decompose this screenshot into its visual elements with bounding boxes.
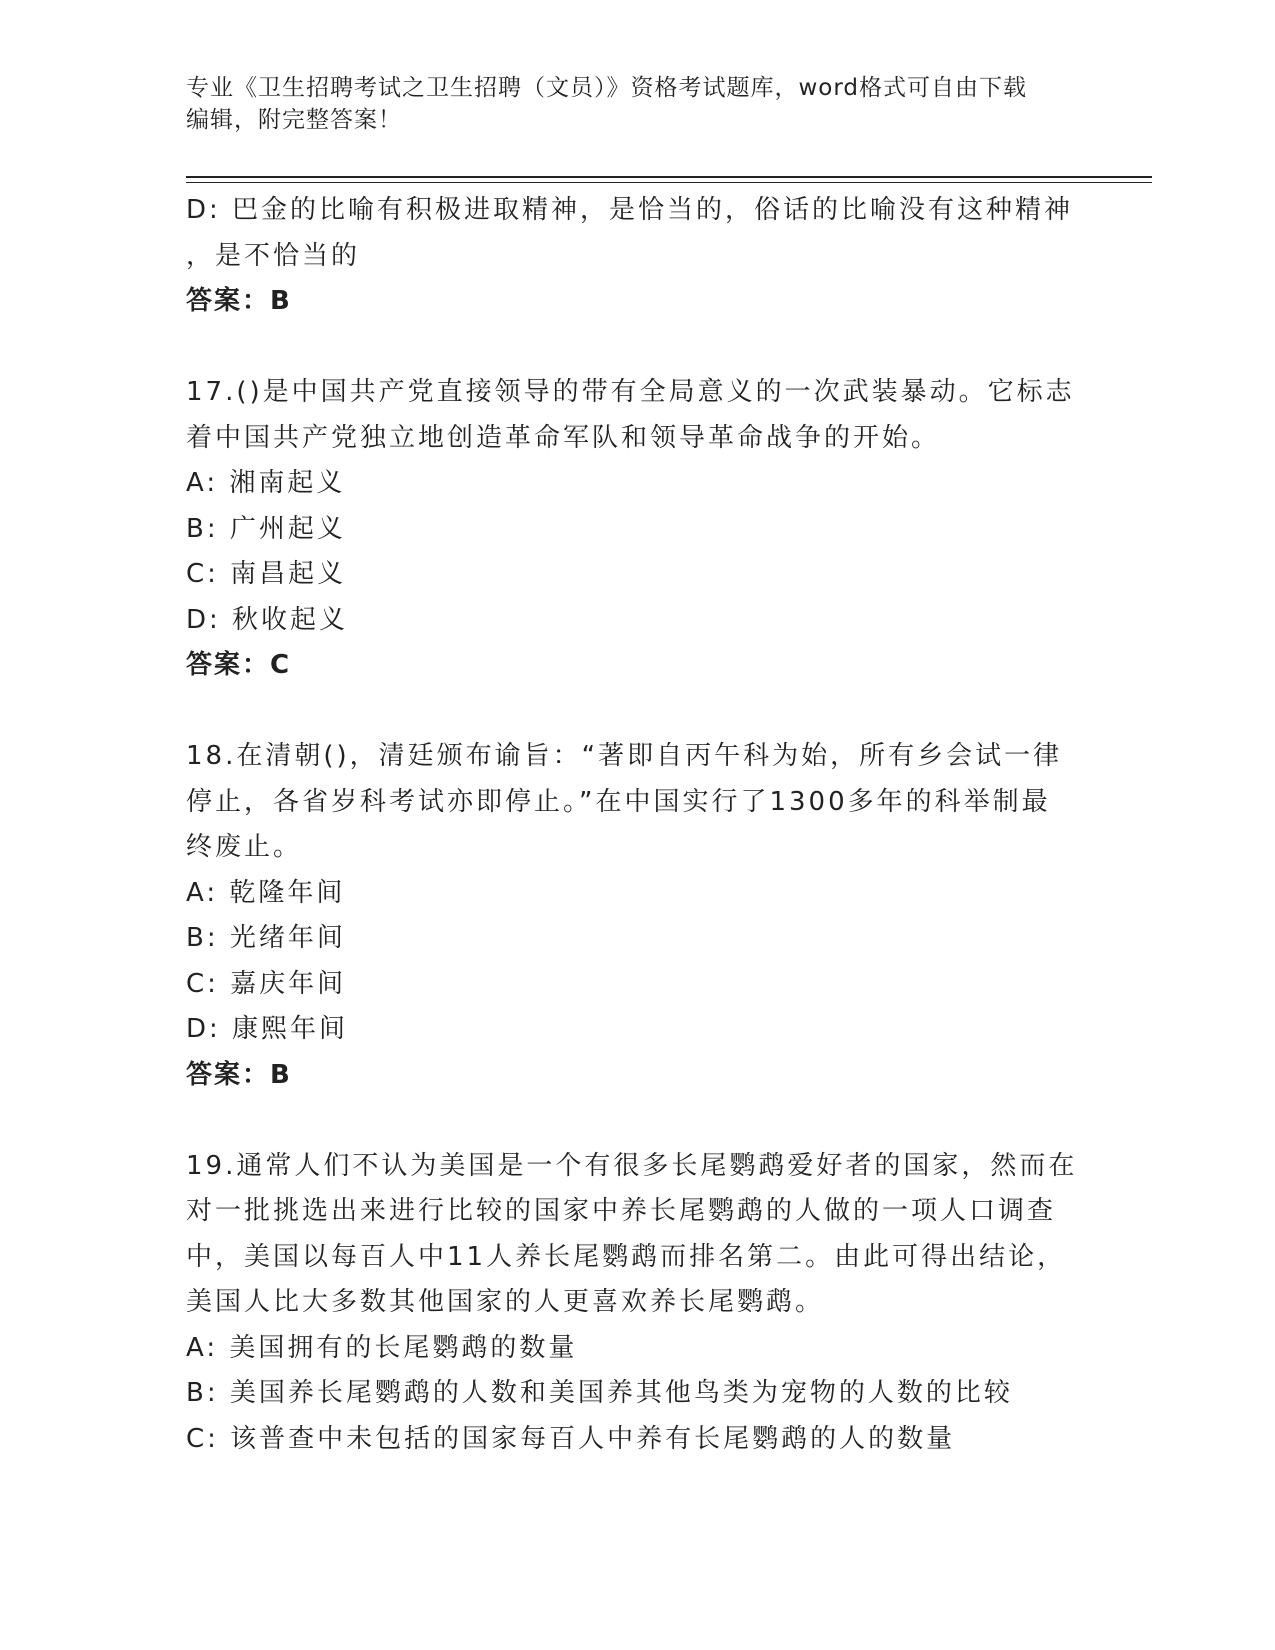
option-a: A: 湘南起义 bbox=[186, 468, 346, 498]
spacer bbox=[186, 325, 1066, 371]
option-c: C: 嘉庆年间 bbox=[186, 968, 347, 999]
answer-line: 答案：B bbox=[186, 1059, 292, 1090]
header-line-1: 专业《卫生招聘考试之卫生招聘（文员）》资格考试题库，word格式可自由下载 bbox=[186, 75, 1028, 101]
option-c: C: 该普查中未包括的国家每百人中养有长尾鹦鹉的人的数量 bbox=[186, 1423, 956, 1454]
spacer bbox=[186, 689, 1066, 735]
option-d: D: 秋收起义 bbox=[186, 604, 349, 635]
document-body bbox=[186, 188, 1078, 1462]
question-text: 19.通常人们不认为美国是一个有很多长尾鹦鹉爱好者的国家，然而在 bbox=[186, 1150, 1078, 1181]
spacer bbox=[186, 1098, 1066, 1144]
option-b: B: 美国养长尾鹦鹉的人数和美国养其他鸟类为宠物的人数的比较 bbox=[186, 1378, 1013, 1408]
option-d-continuation: ，是不恰当的 bbox=[186, 240, 361, 271]
question-text: 着中国共产党独立地创造革命军队和领导革命战争的开始。 bbox=[186, 422, 941, 453]
question-text: 17.()是中国共产党直接领导的带有全局意义的一次武装暴动。它标志 bbox=[186, 377, 1075, 407]
option-b: B: 广州起义 bbox=[186, 513, 346, 544]
answer-line: 答案：B bbox=[186, 286, 292, 316]
header-line-2: 编辑，附完整答案！ bbox=[186, 107, 402, 133]
page-header bbox=[186, 72, 1066, 136]
question-text: 18.在清朝()，清廷颁布谕旨：“著即自丙午科为始，所有乡会试一律 bbox=[186, 741, 1063, 771]
option-a: A: 美国拥有的长尾鹦鹉的数量 bbox=[186, 1332, 578, 1363]
option-b: B: 光绪年间 bbox=[186, 923, 346, 953]
question-text: 终废止。 bbox=[186, 832, 303, 862]
option-a: A: 乾隆年间 bbox=[186, 877, 346, 908]
question-text: 中，美国以每百人中11人养长尾鹦鹉而排名第二。由此可得出结论， bbox=[186, 1241, 1067, 1272]
header-divider bbox=[186, 176, 1152, 178]
option-c: C: 南昌起义 bbox=[186, 559, 347, 589]
question-16-tail bbox=[186, 188, 1074, 325]
option-d: D: 康熙年间 bbox=[186, 1014, 349, 1044]
question-18 bbox=[186, 734, 1066, 1098]
answer-line: 答案：C bbox=[186, 650, 292, 680]
question-text: 美国人比大多数其他国家的人更喜欢养长尾鹦鹉。 bbox=[186, 1287, 825, 1317]
question-17 bbox=[186, 370, 1075, 689]
question-19 bbox=[186, 1144, 1078, 1463]
option-d: D: 巴金的比喻有积极进取精神，是恰当的，俗话的比喻没有这种精神 bbox=[186, 195, 1074, 225]
question-text: 停止，各省岁科考试亦即停止。”在中国实行了1300多年的科举制最 bbox=[186, 786, 1051, 817]
question-text: 对一批挑选出来进行比较的国家中养长尾鹦鹉的人做的一项人口调查 bbox=[186, 1196, 1057, 1226]
header-divider-thin bbox=[186, 182, 1152, 183]
